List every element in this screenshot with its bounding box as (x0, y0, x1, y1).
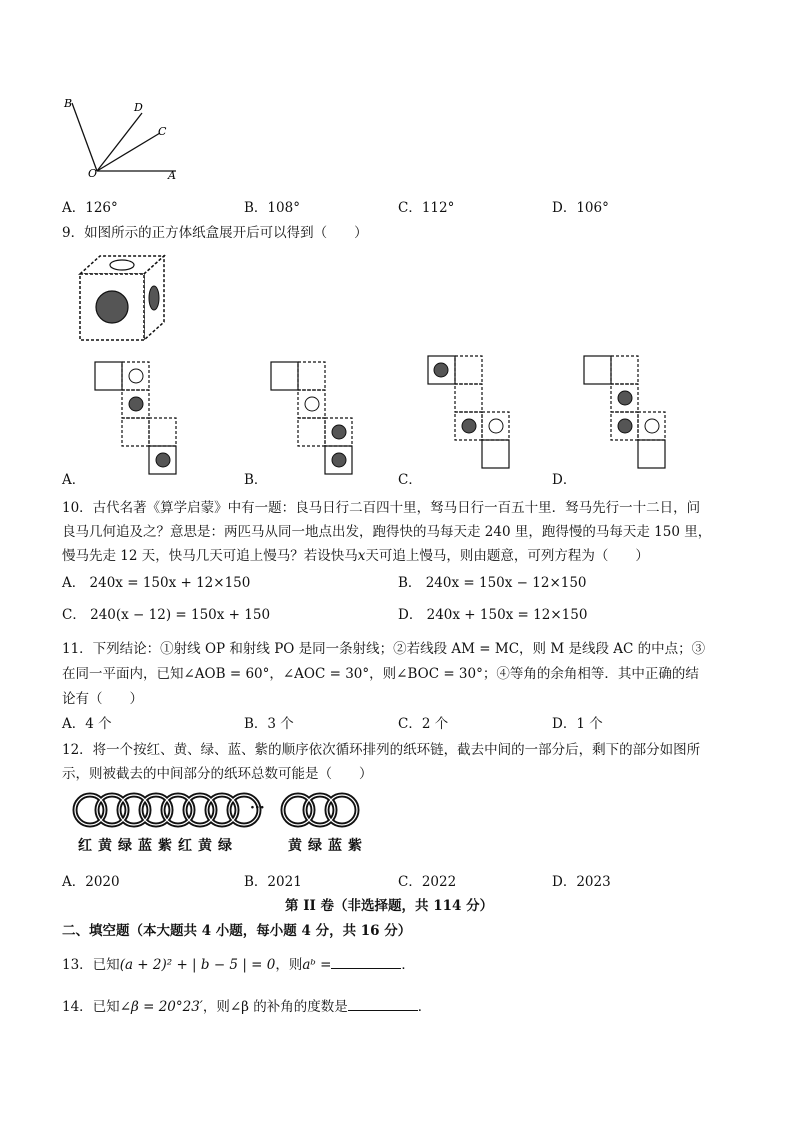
q14-mid: ，则∠β 的补角的度数是 (202, 999, 348, 1015)
q12-line2: 示，则被截去的中间部分的纸环总数可能是（ ） (62, 766, 373, 782)
q14-prefix: 14．已知 (62, 999, 120, 1015)
q11-line3: 论有（ ） (62, 691, 143, 707)
q9-option-b-label: B． (244, 472, 268, 488)
q13-expression: (a + 2)² + | b − 5 | = 0 (119, 957, 276, 973)
q14-answer-blank[interactable] (348, 996, 418, 1011)
q9-option-a-label: A． (62, 472, 86, 488)
q8-option-d[interactable]: D．106° (552, 200, 609, 216)
label-o: O (88, 167, 98, 180)
q11-line2: 在同一平面内，已知∠AOB = 60°，∠AOC = 30°，则∠BOC = 30°；④等角的余角相等．其中正确的结 (62, 666, 699, 682)
q14-end: ． (417, 999, 432, 1015)
label-d: D (134, 101, 143, 114)
q10-option-a[interactable]: A． 240x = 150x + 12×150 (62, 575, 251, 591)
q13-answer-blank[interactable] (331, 954, 401, 969)
label-c: C (158, 125, 167, 138)
ring-colors-left: 红黄绿蓝紫红黄绿 (78, 838, 238, 854)
q11-line1: 11．下列结论：①射线 OP 和射线 PO 是同一条射线；②若线段 AM = MC，则 M 是线段 AC 的中点；③ (62, 641, 706, 657)
q12-option-a[interactable]: A．2020 (62, 874, 120, 890)
q9-stem: 9．如图所示的正方体纸盒展开后可以得到（ ） (62, 225, 368, 241)
q14 (62, 995, 431, 1015)
q13 (62, 953, 415, 973)
q13-target: aᵇ = (302, 957, 332, 973)
q9-option-c-label: C． (398, 472, 422, 488)
net-option-d[interactable] (583, 355, 683, 477)
q10-option-d[interactable]: D． 240x + 150x = 12×150 (398, 607, 588, 623)
q14-expression: ∠β = 20°23′ (119, 999, 203, 1015)
q10-line2: 良马几何追及之？意思是：两匹马从同一地点出发，跑得快的马每天走 240 里，跑得慢的马每天走 150 里， (62, 524, 712, 540)
q11-option-c[interactable]: C．2 个 (398, 716, 449, 732)
q12-option-c[interactable]: C．2022 (398, 874, 457, 890)
q10-line3-a: 慢马先走 12 天，快马几天可追上慢马？若设快马 (62, 548, 358, 564)
q8-option-b[interactable]: B．108° (244, 200, 300, 216)
q13-end: ． (401, 957, 415, 973)
q12-line1: 12．将一个按红、黄、绿、蓝、紫的顺序依次循环排列的纸环链，截去中间的一部分后，剩下的部分如图所 (62, 742, 701, 758)
net-option-b[interactable] (270, 361, 360, 477)
section-title: 二、填空题（本大题共 4 小题，每小题 4 分，共 16 分） (62, 923, 412, 939)
ring-ellipsis: ··· (250, 800, 265, 816)
angle-figure (60, 95, 190, 185)
q10-option-b[interactable]: B． 240x = 150x − 12×150 (398, 575, 587, 591)
q10-variable: x (357, 548, 366, 564)
net-option-a[interactable] (94, 361, 184, 477)
paper-ring-chain (70, 790, 370, 834)
label-b: B (64, 97, 73, 110)
q9-option-d-label: D． (552, 472, 577, 488)
part2-title: 第 II 卷（非选择题，共 114 分） (285, 898, 494, 914)
q11-option-a[interactable]: A．4 个 (62, 716, 112, 732)
q11-option-b[interactable]: B．3 个 (244, 716, 294, 732)
cube-figure (76, 252, 171, 344)
label-a: A (168, 169, 176, 182)
ring-colors-right: 黄绿蓝紫 (288, 838, 368, 854)
q10-line3 (62, 544, 649, 564)
q8-option-a[interactable]: A．126° (62, 200, 118, 216)
q12-option-b[interactable]: B．2021 (244, 874, 302, 890)
q11-option-d[interactable]: D．1 个 (552, 716, 603, 732)
q13-mid: ，则 (275, 957, 303, 973)
q12-option-d[interactable]: D．2023 (552, 874, 611, 890)
q10-line3-b: 天可追上慢马，则由题意，可列方程为（ ） (365, 548, 649, 564)
q13-prefix: 13．已知 (62, 957, 120, 973)
q10-line1: 10．古代名著《算学启蒙》中有一题：良马日行二百四十里，驽马日行一百五十里．驽马先行一十二日，问 (62, 500, 701, 516)
q8-option-c[interactable]: C．112° (398, 200, 455, 216)
net-option-c[interactable] (427, 355, 517, 477)
q10-option-c[interactable]: C． 240(x − 12) = 150x + 150 (62, 607, 271, 623)
